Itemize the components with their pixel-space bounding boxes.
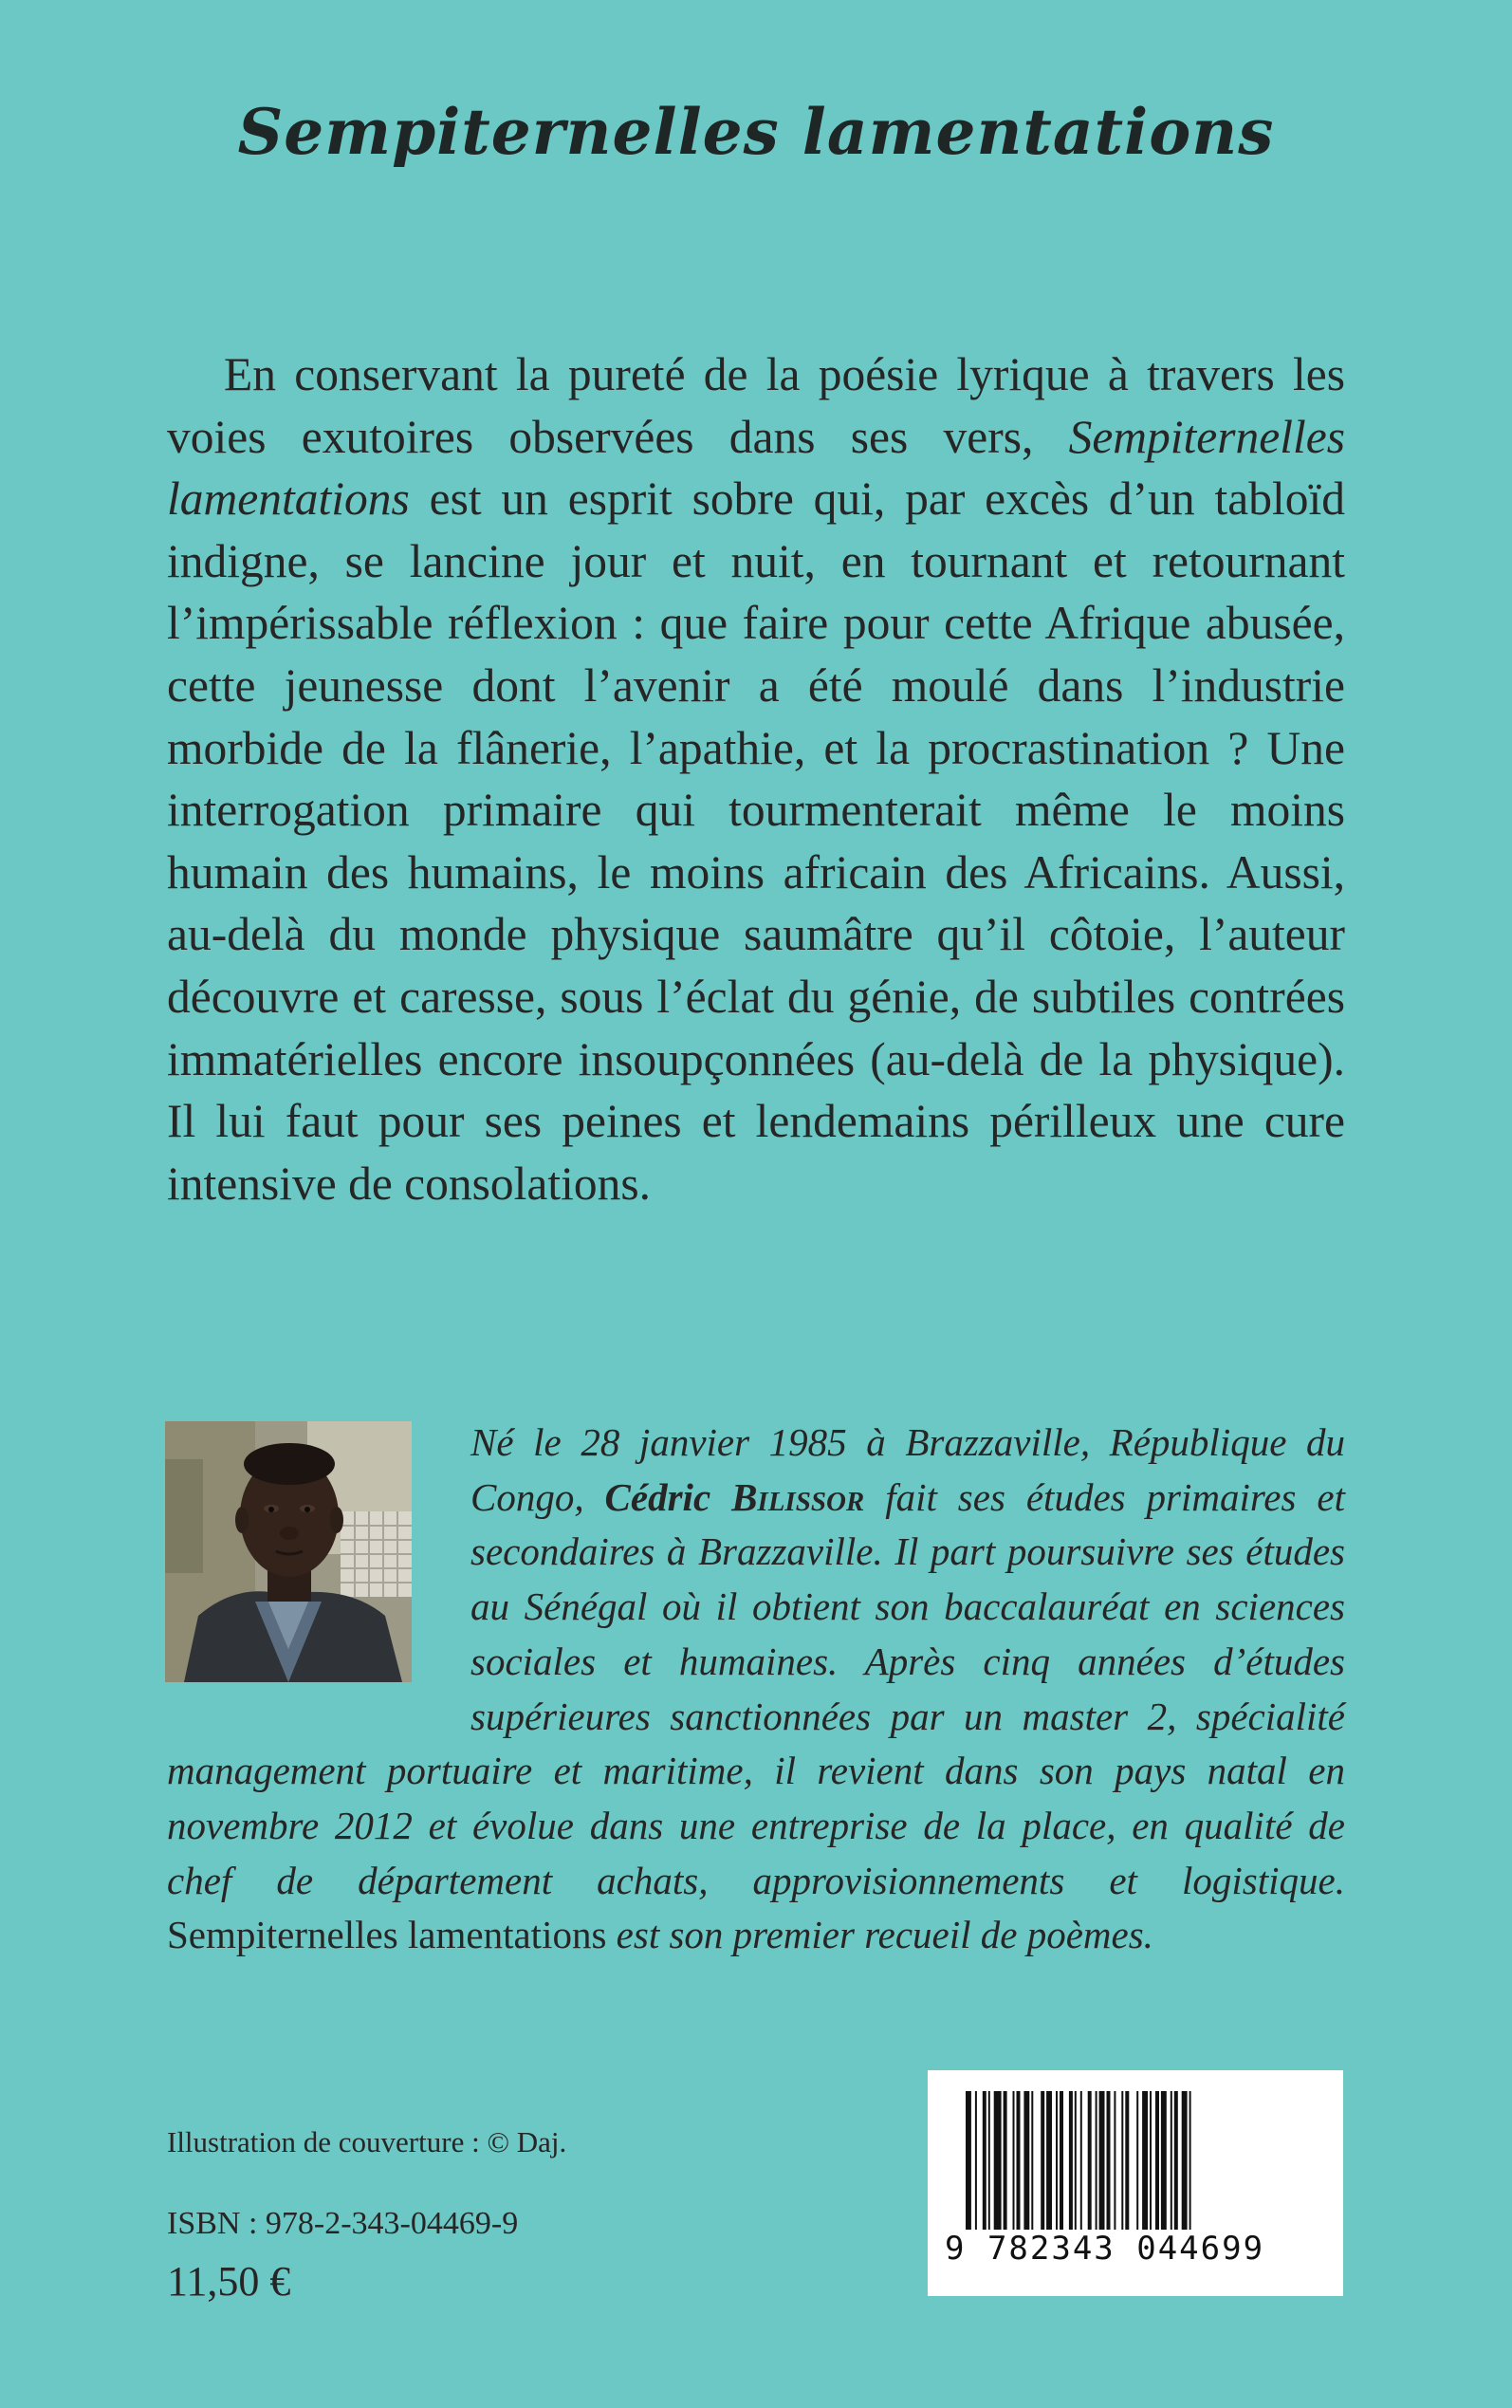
barcode-bar — [1125, 2091, 1129, 2233]
author-photo — [165, 1421, 412, 1682]
barcode-bar — [1099, 2091, 1105, 2233]
bio-ending: est son premier recueil de poèmes. — [606, 1913, 1153, 1957]
barcode-bar — [1056, 2091, 1058, 2233]
blurb-text-2: est un esprit sobre qui, par excès d’un tabloïd indigne, se lancine jour et nuit, en tournant et retournant l’impérissable réflexion : que faire pour cette Afrique abusée, cette jeunesse dont l’avenir a été moulé dans l’industrie morbide de la flânerie, l’apathie, et la procrastination ? Une interrogation primaire qui tourmenterait même le moins humain des humains, le moins africain des Africains. Aussi, au-delà du monde physique saumâtre qu’il côtoie, l’auteur découvre et caresse, sous l’éclat du génie, de subtiles contrées immatérielles encore insoupçonnées (au-delà de la physique). Il lui faut pour ses peines et lendemains périlleux une cure intensive de consolations. — [167, 472, 1345, 1210]
bio-body: fait ses études primaires et secondaires à Brazzaville. Il part poursuivre ses études au Sénégal où il obtient son baccalauréat en sciences sociales et humaines. Après cinq années d’études supérieures sanctionnées par un master 2, spécialité management portuaire et maritime, il revient dans son pays natal en novembre 2012 et évolue dans une entreprise de la place, en qualité de chef de département achats, approvisionnements et logistique. — [167, 1474, 1345, 1902]
barcode-bar — [966, 2091, 971, 2252]
barcode-bar — [1041, 2091, 1044, 2233]
barcode-bar — [1142, 2091, 1148, 2233]
barcode-bar — [1114, 2091, 1116, 2233]
barcode — [928, 2070, 1343, 2296]
author-last-name: Bilissor — [731, 1474, 865, 1519]
barcode-bar — [1155, 2091, 1159, 2233]
blurb-text-1: En conservant la pureté de la poésie lyrique à travers les voies exutoires observées dans ses vers, — [167, 348, 1345, 463]
barcode-bar — [1075, 2091, 1077, 2233]
barcode-bar — [1069, 2091, 1073, 2233]
bio-book-title: Sempiternelles lamentations — [167, 1913, 607, 1957]
price: 11,50 € — [167, 2258, 291, 2305]
barcode-bar — [1031, 2091, 1033, 2233]
barcode-bar — [1121, 2091, 1123, 2233]
barcode-bar — [1023, 2091, 1029, 2233]
barcode-bar — [1189, 2091, 1191, 2252]
barcode-bar — [1013, 2091, 1015, 2233]
book-title: Sempiternelles lamentations — [237, 95, 1275, 169]
blurb-title-italic: Sempiternelles lamentations — [167, 410, 1345, 526]
barcode-bar — [1096, 2091, 1097, 2233]
barcode-bar — [1080, 2091, 1082, 2233]
blurb-paragraph — [167, 343, 1345, 1214]
barcode-bar — [994, 2091, 1002, 2233]
barcode-bar — [1046, 2091, 1052, 2233]
barcode-digits: 9 782343 044699 — [945, 2230, 1328, 2268]
barcode-bar — [1060, 2091, 1063, 2233]
barcode-bar — [1088, 2091, 1092, 2233]
barcode-bar — [1136, 2091, 1138, 2233]
barcode-bar — [975, 2091, 977, 2252]
barcode-bar — [1004, 2091, 1007, 2233]
barcode-bar — [1161, 2091, 1167, 2233]
barcode-bar — [1107, 2091, 1111, 2233]
barcode-bar — [1174, 2091, 1178, 2233]
cover-illustration-credit: Illustration de couverture : © Daj. — [167, 2125, 567, 2158]
barcode-bar — [1182, 2091, 1188, 2233]
barcode-bar — [988, 2091, 990, 2233]
barcode-bar — [1150, 2091, 1152, 2233]
barcode-bar — [1171, 2091, 1172, 2233]
author-first-name: Cédric — [604, 1474, 732, 1519]
isbn: ISBN : 978-2-343-04469-9 — [167, 2206, 519, 2241]
bio-intro: Né le 28 janvier 1985 à Brazzaville, République du Congo, — [470, 1420, 1345, 1519]
barcode-bar — [1017, 2091, 1021, 2233]
barcode-bar — [983, 2091, 986, 2233]
